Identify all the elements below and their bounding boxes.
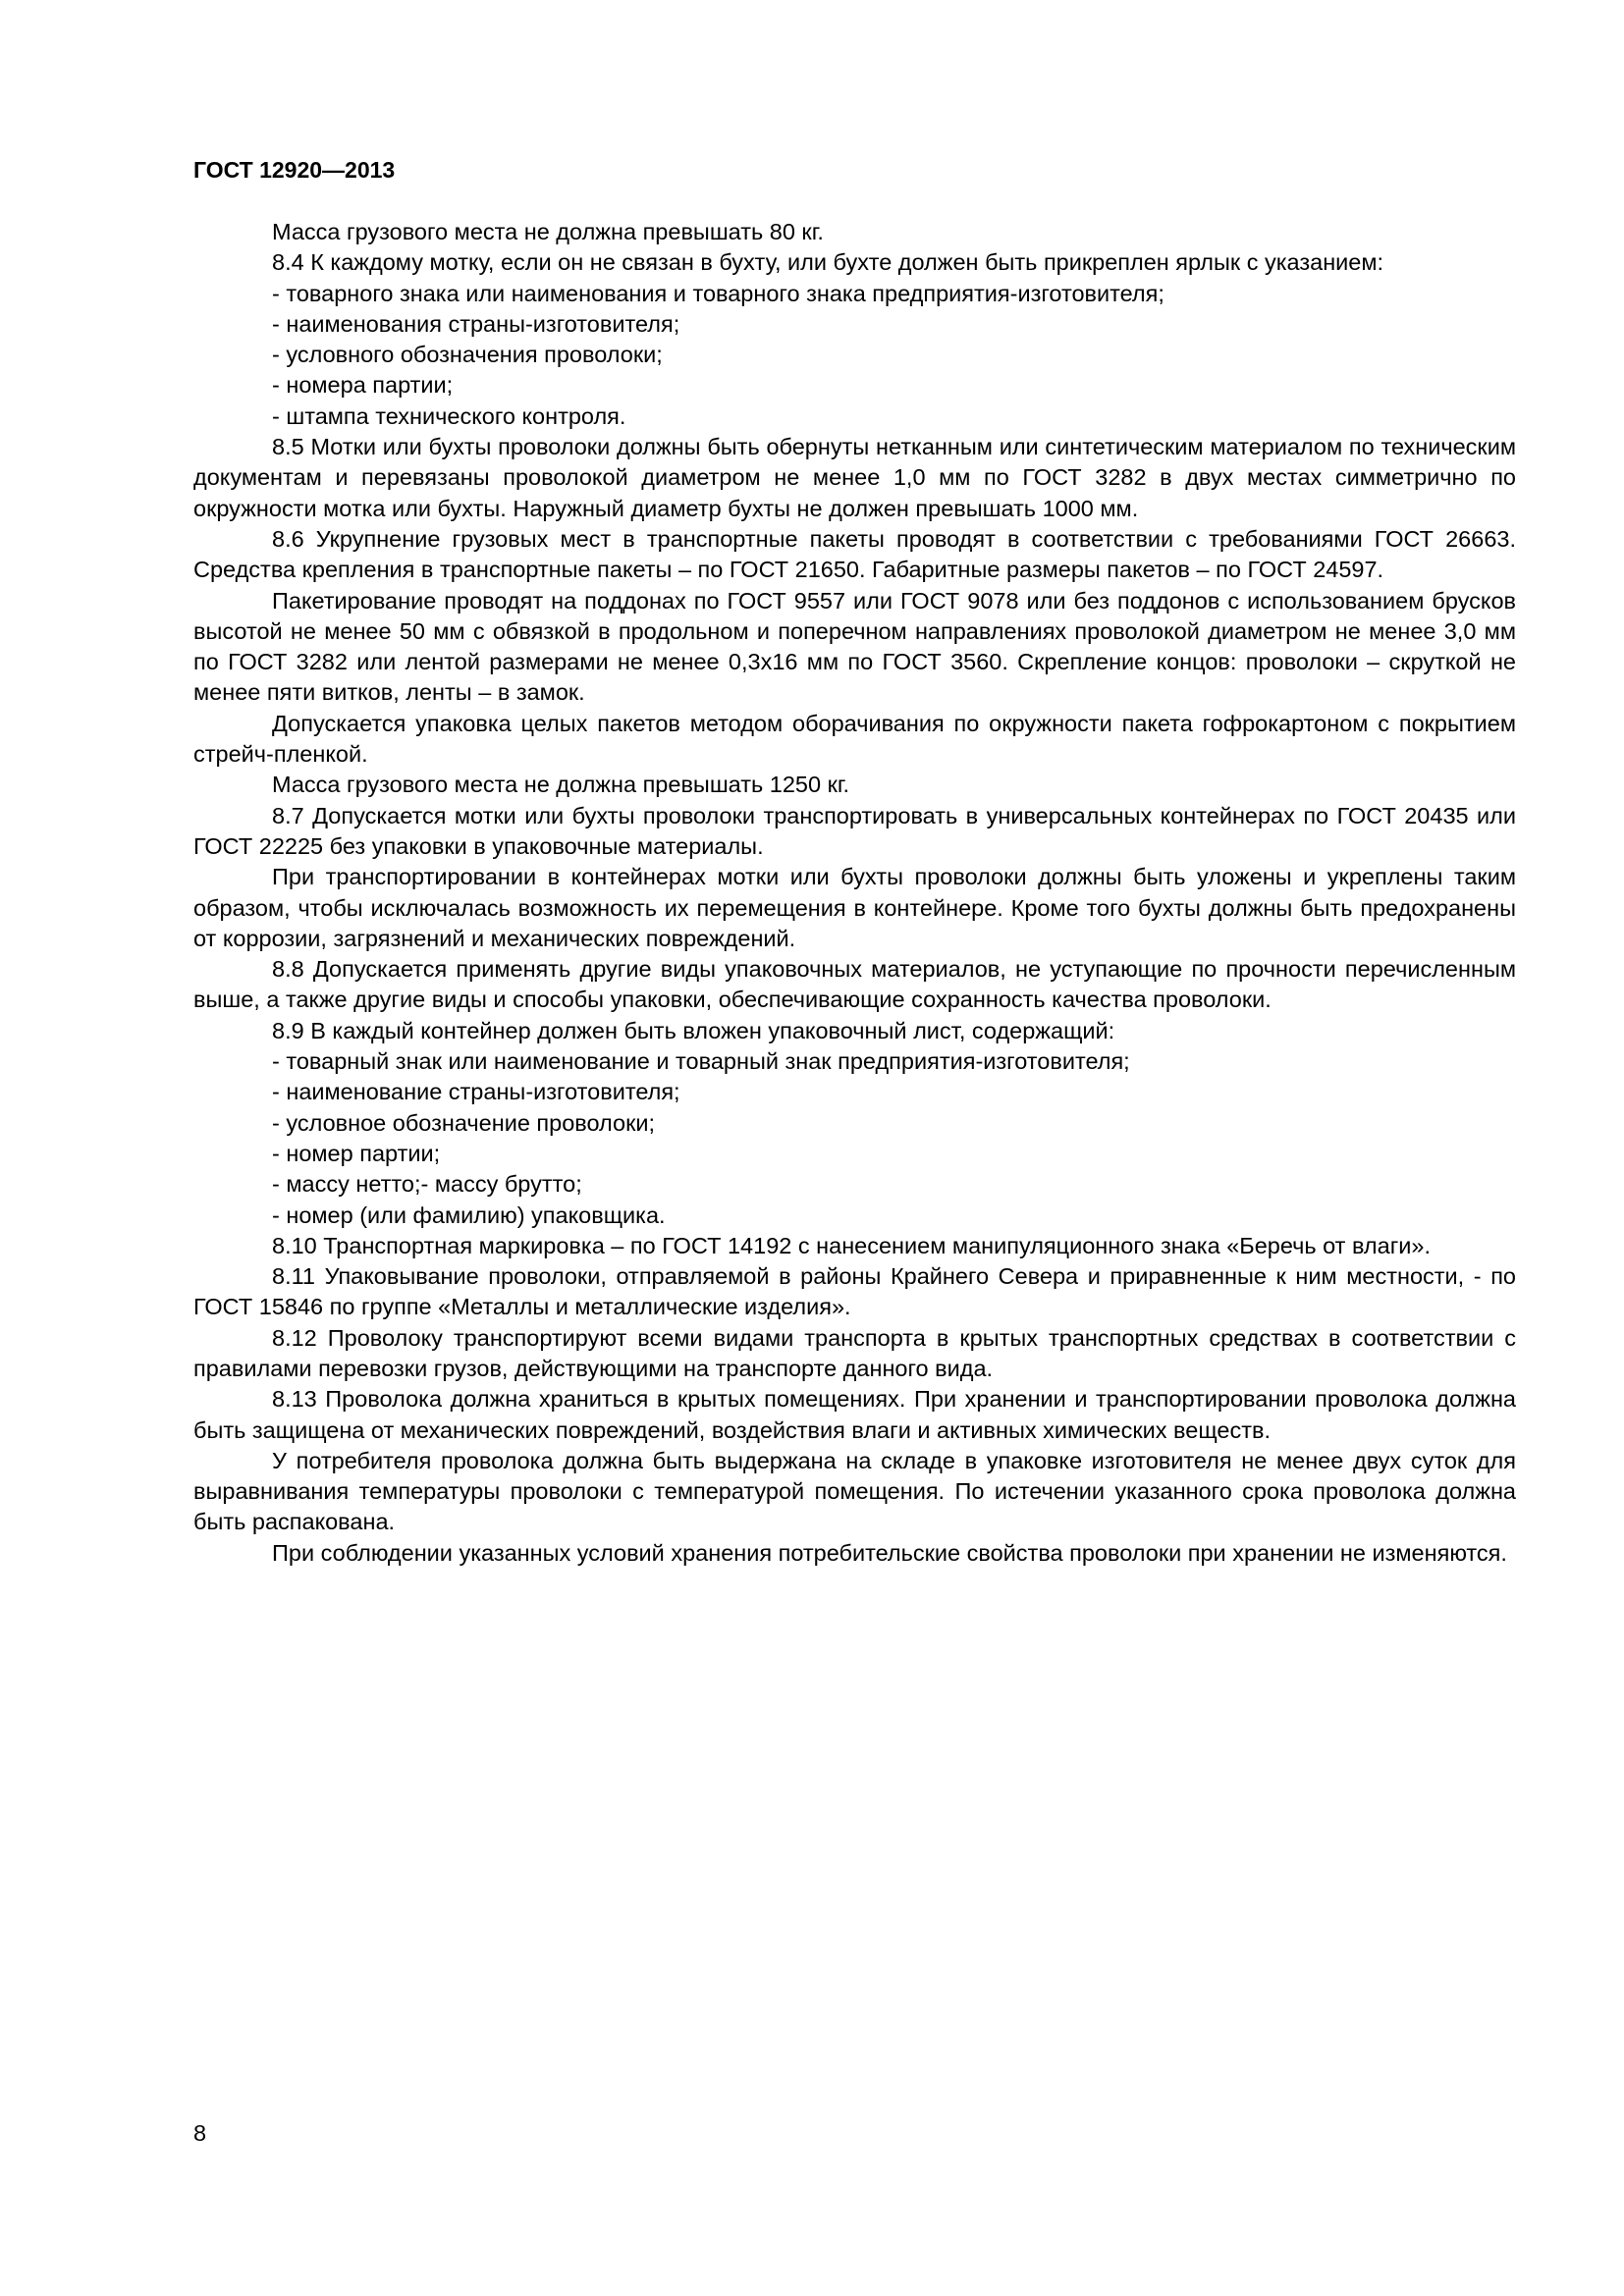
paragraph-section-8-6: 8.6 Укрупнение грузовых мест в транспортные пакеты проводят в соответствии с требованиями ГОСТ 26663. Средства крепления в транспортные пакеты – по ГОСТ 21650. Габаритные размеры пакетов – по ГОСТ 24597. xyxy=(193,525,1516,583)
list-item: - номер партии; xyxy=(272,1140,441,1166)
list-item: - условное обозначение проволоки; xyxy=(272,1109,656,1136)
paragraph: При транспортировании в контейнерах мотки или бухты проволоки должны быть уложены и укреплены таким образом, чтобы исключалась возможность их перемещения в контейнере. Кроме того бухты должны быть предохранены от коррозии, загрязнений и механических повреждений. xyxy=(193,864,1516,951)
document-code-header: ГОСТ 12920—2013 xyxy=(193,157,396,183)
list-item: - наименования страны-изготовителя; xyxy=(272,310,680,337)
paragraph-section-8-4: 8.4 К каждому мотку, если он не связан в бухту, или бухте должен быть прикреплен ярлык с указанием: xyxy=(272,249,1384,276)
list-item: - массу нетто;- массу брутто; xyxy=(272,1171,582,1198)
paragraph: Допускается упаковка целых пакетов методом оборачивания по окружности пакета гофрокартоном с покрытием стрейч-пленкой. xyxy=(193,710,1516,768)
paragraph-section-8-11: 8.11 Упаковывание проволоки, отправляемой в районы Крайнего Севера и приравненные к ним местности, - по ГОСТ 15846 по группе «Металлы и металлические изделия». xyxy=(193,1263,1516,1320)
paragraph: Пакетирование проводят на поддонах по ГОСТ 9557 или ГОСТ 9078 или без поддонов с использованием брусков высотой не менее 50 мм с обвязкой в продольном и поперечном направлениях проволокой диаметром не менее 3,0 мм по ГОСТ 3282 или лентой размерами не менее 0,3х16 мм по ГОСТ 3560. Скрепление концов: проволоки – скруткой не менее пяти витков, ленты – в замок. xyxy=(193,587,1516,706)
paragraph-section-8-13: 8.13 Проволока должна храниться в крытых помещениях. При хранении и транспортировании проволока должна быть защищена от механических повреждений, воздействия влаги и активных химических веществ. xyxy=(193,1386,1516,1443)
paragraph-section-8-9: 8.9 В каждый контейнер должен быть вложен упаковочный лист, содержащий: xyxy=(272,1017,1115,1043)
paragraph-section-8-10: 8.10 Транспортная маркировка – по ГОСТ 14192 с нанесением манипуляционного знака «Беречь от влаги». xyxy=(272,1232,1432,1258)
paragraph-section-8-12: 8.12 Проволоку транспортируют всеми видами транспорта в крытых транспортных средствах в соответствии с правилами перевозки грузов, действующими на транспорте данного вида. xyxy=(193,1324,1516,1381)
paragraph: Масса грузового места не должна превышать 1250 кг. xyxy=(272,772,850,798)
page-number: 8 xyxy=(193,2120,207,2146)
list-item: - номера партии; xyxy=(272,372,454,399)
list-item: - штампа технического контроля. xyxy=(272,402,626,429)
list-item: - товарного знака или наименования и товарного знака предприятия-изготовителя; xyxy=(272,280,1164,306)
document-body xyxy=(193,217,1516,1569)
list-item: - условного обозначения проволоки; xyxy=(272,342,663,368)
paragraph-section-8-5: 8.5 Мотки или бухты проволоки должны быть обернуты нетканным или синтетическим материалом по техническим документам и перевязаны проволокой диаметром не менее 1,0 мм по ГОСТ 3282 в двух местах симметрично по окружности мотка или бухты. Наружный диаметр бухты не должен превышать 1000 мм. xyxy=(193,434,1516,521)
paragraph: Масса грузового места не должна превышать 80 кг. xyxy=(272,219,824,244)
paragraph-section-8-8: 8.8 Допускается применять другие виды упаковочных материалов, не уступающие по прочности перечисленным выше, а также другие виды и способы упаковки, обеспечивающие сохранность качества проволоки. xyxy=(193,956,1516,1013)
paragraph-section-8-7: 8.7 Допускается мотки или бухты проволоки транспортировать в универсальных контейнерах по ГОСТ 20435 или ГОСТ 22225 без упаковки в упаковочные материалы. xyxy=(193,802,1516,859)
paragraph: При соблюдении указанных условий хранения потребительские свойства проволоки при хранении не изменяются. xyxy=(272,1539,1507,1566)
list-item: - наименование страны-изготовителя; xyxy=(272,1079,680,1105)
list-item: - товарный знак или наименование и товарный знак предприятия-изготовителя; xyxy=(272,1048,1130,1075)
paragraph: У потребителя проволока должна быть выдержана на складе в упаковке изготовителя не менее двух суток для выравнивания температуры проволоки с температурой помещения. По истечении указанного срока проволока должна быть распакована. xyxy=(193,1447,1516,1535)
list-item: - номер (или фамилию) упаковщика. xyxy=(272,1201,666,1228)
